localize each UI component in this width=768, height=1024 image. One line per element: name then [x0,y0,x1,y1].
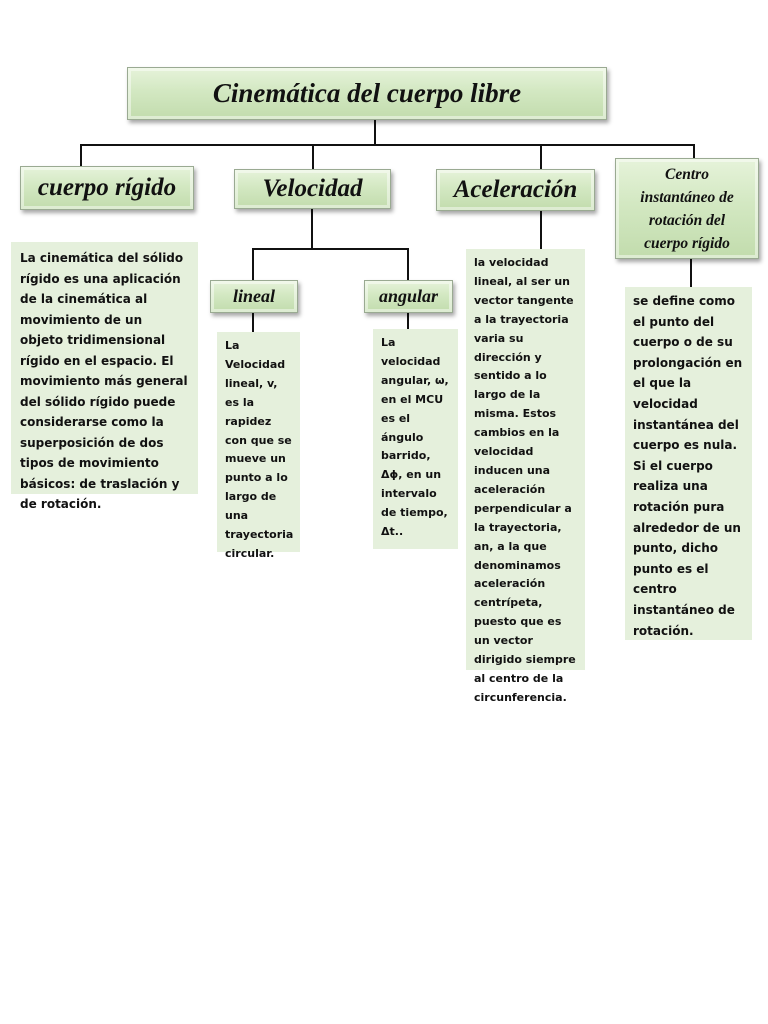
node-centro-instantaneo-label: Centro instantáneo de rotación del cuerpo rígido [640,165,734,252]
text-lineal-body: La Velocidad lineal, v, es la rapidez con que se mueve un punto a lo largo de una trayectoria circular. [225,339,294,560]
node-angular [364,280,453,313]
node-angular-label: angular [378,286,439,306]
node-aceleracion-label: Aceleración [453,176,578,203]
connector-rigido [80,145,82,167]
text-angular [373,329,458,549]
connector-aceleracion-text [540,210,542,250]
connector-centro [693,145,695,159]
diagram-title [127,67,607,120]
connector-centro-text [690,258,692,288]
text-aceleracion [466,249,585,704]
diagram-title-text: Cinemática del cuerpo libre [212,78,522,108]
connector-aceleracion [540,145,542,169]
connector-main-horizontal [80,144,695,146]
text-aceleracion-body: la velocidad lineal, al ser un vector tangente a la trayectoria varia su dirección y sentido a lo largo de la misma. Estos cambios en la velocidad inducen una aceleración perpendicular a la trayectoria, an, a la que denominamos aceleración centrípeta, puesto que es un vector dirigido siempre al centro de la circunferencia. [474,256,576,704]
text-angular-body: La velocidad angular, ω, en el MCU es el ángulo barrido, Δϕ, en un intervalo de tiempo, Δt.. [381,336,449,539]
connector-lineal-text [252,313,254,333]
node-cuerpo-rigido [20,166,194,210]
text-cuerpo-rigido-body: La cinemática del sólido rígido es una aplicación de la cinemática al movimiento de un objeto tridimensional rígido en el espacio. El movimiento más general del sólido rígido puede considerarse como la superposición de dos tipos de movimiento básicos: de traslación y de rotación. [20,251,188,511]
text-centro-instantaneo [625,287,752,640]
connector-velocidad-horizontal [252,248,409,250]
connector-angular [407,248,409,280]
node-lineal [210,280,298,313]
node-velocidad-label: Velocidad [262,175,363,202]
connector-angular-text [407,313,409,330]
node-aceleracion [436,169,595,211]
node-lineal-label: lineal [232,286,275,306]
connector-title-stem [374,119,376,145]
connector-velocidad-down [311,208,313,249]
connector-lineal [252,248,254,280]
text-lineal [217,332,300,560]
text-centro-instantaneo-body: se define como el punto del cuerpo o de su prolongación en el que la velocidad instantánea del cuerpo es nula. Si el cuerpo realiza una rotación pura alrededor de un punto, dicho punto es el centro instantáneo de rotación. [633,294,743,638]
node-cuerpo-rigido-label: cuerpo rígido [37,174,177,201]
node-centro-instantaneo [615,158,759,259]
node-velocidad [234,169,391,209]
connector-velocidad [312,145,314,169]
text-cuerpo-rigido [11,242,198,511]
